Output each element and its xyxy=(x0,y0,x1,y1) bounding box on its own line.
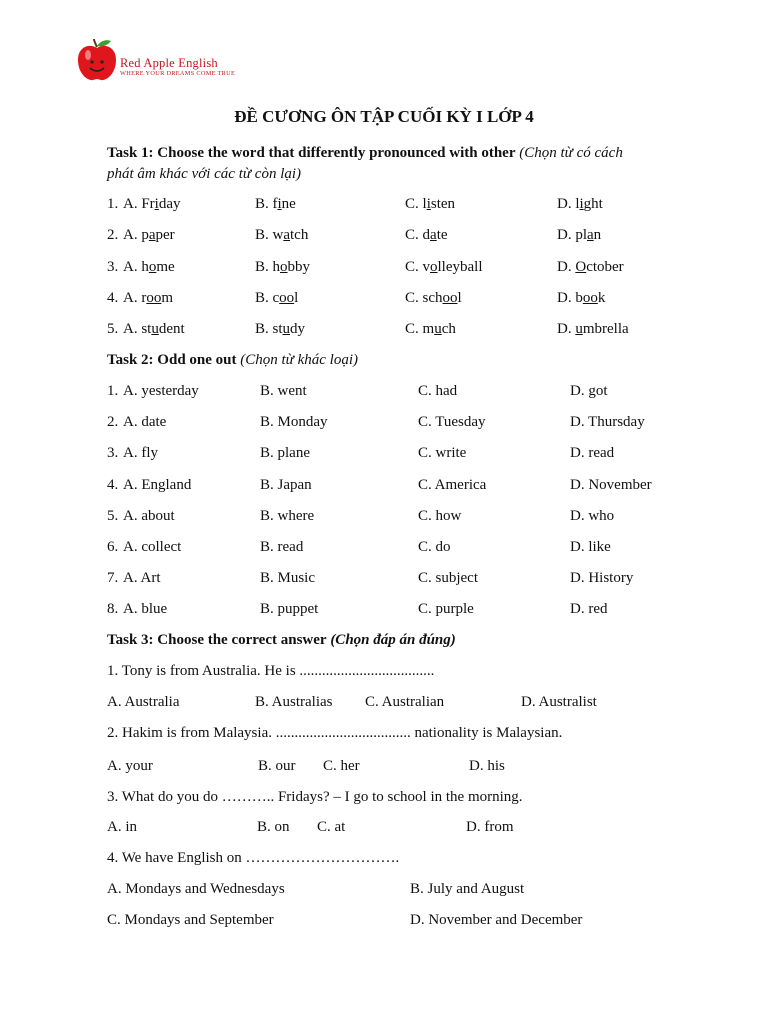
underlined-sound: O xyxy=(575,259,587,275)
question-number: 5. xyxy=(107,321,119,337)
option-a: A. Art xyxy=(123,570,161,586)
option-a: A. student xyxy=(123,321,185,337)
option-c: C. at xyxy=(317,819,346,835)
underlined-sound: oo xyxy=(146,290,162,306)
task3-heading: Task 3: Choose the correct answer xyxy=(107,632,327,648)
task3-note: (Chọn đáp án đúng) xyxy=(330,632,456,648)
option-b: B. puppet xyxy=(260,601,319,617)
option-d: D. plan xyxy=(557,227,602,243)
question-text: 4. We have English on …………………………. xyxy=(107,850,400,866)
brand-slogan: WHERE YOUR DREAMS COME TRUE xyxy=(120,70,236,77)
question-number: 8. xyxy=(107,601,119,617)
underlined-sound: o xyxy=(280,259,288,275)
option-b: B. Japan xyxy=(260,477,312,493)
option-b: B. cool xyxy=(255,290,299,306)
question-number: 1. xyxy=(107,196,119,212)
option-d: D. History xyxy=(570,570,634,586)
underlined-sound: i xyxy=(426,196,431,212)
underlined-sound: oo xyxy=(279,290,295,306)
option-d: D. November and December xyxy=(410,912,583,928)
question-number: 4. xyxy=(107,290,119,306)
option-c: C. date xyxy=(405,227,448,243)
option-d: D. got xyxy=(570,383,608,399)
underlined-sound: u xyxy=(151,321,159,337)
option-b: B. hobby xyxy=(255,259,311,275)
option-d: D. read xyxy=(570,445,615,461)
option-a: A. room xyxy=(123,290,173,306)
question-number: 7. xyxy=(107,570,119,586)
option-c: C. had xyxy=(418,383,458,399)
option-a: A. date xyxy=(123,414,167,430)
option-c: C. do xyxy=(418,539,451,555)
option-a: A. Friday xyxy=(123,196,181,212)
option-c: C. Tuesday xyxy=(418,414,486,430)
option-d: D. October xyxy=(557,259,624,275)
option-b: B. Australias xyxy=(255,694,333,710)
option-a: A. Australia xyxy=(107,694,180,710)
option-c: C. volleyball xyxy=(405,259,483,275)
option-a: A. England xyxy=(123,477,192,493)
underlined-sound: a xyxy=(430,227,437,243)
question-number: 4. xyxy=(107,477,119,493)
task1-note-line2: phát âm khác với các từ còn lại) xyxy=(107,166,302,182)
option-d: D. Thursday xyxy=(570,414,645,430)
option-b: B. went xyxy=(260,383,307,399)
option-d: D. red xyxy=(570,601,608,617)
underlined-sound: a xyxy=(148,227,156,243)
task1-heading-line xyxy=(107,143,623,163)
question-number: 6. xyxy=(107,539,119,555)
underlined-sound: i xyxy=(277,196,282,212)
option-b: B. on xyxy=(257,819,290,835)
question-number: 2. xyxy=(107,227,119,243)
option-b: B. Music xyxy=(260,570,316,586)
task2-note: (Chọn từ khác loại) xyxy=(240,352,358,368)
option-a: A. paper xyxy=(123,227,175,243)
option-a: A. fly xyxy=(123,445,158,461)
option-b: B. plane xyxy=(260,445,310,461)
option-a: A. your xyxy=(107,758,153,774)
option-d: D. like xyxy=(570,539,611,555)
option-a: A. collect xyxy=(123,539,182,555)
question-number: 1. xyxy=(107,383,119,399)
question-text: 1. Tony is from Australia. He is .................................... xyxy=(107,663,435,679)
task1-note: (Chọn từ có cách xyxy=(519,145,623,161)
option-a: A. Mondays and Wednesdays xyxy=(107,881,285,897)
task2-heading-line xyxy=(107,350,358,370)
option-c: C. subject xyxy=(418,570,478,586)
question-number: 3. xyxy=(107,445,119,461)
underlined-sound: u xyxy=(575,321,583,337)
option-b: B. fine xyxy=(255,196,296,212)
option-d: D. light xyxy=(557,196,603,212)
underlined-sound: u xyxy=(282,321,291,337)
underlined-sound: oo xyxy=(442,290,458,306)
option-b: B. read xyxy=(260,539,304,555)
option-d: D. November xyxy=(570,477,652,493)
option-c: C. America xyxy=(418,477,487,493)
page-title: ĐỀ CƯƠNG ÔN TẬP CUỐI KỲ I LỚP 4 xyxy=(234,107,534,126)
option-d: D. his xyxy=(469,758,505,774)
underlined-sound: o xyxy=(148,259,157,275)
task1-heading: Task 1: Choose the word that differently pronounced with other xyxy=(107,145,516,161)
red-apple-logo-icon xyxy=(76,38,118,87)
option-b: B. study xyxy=(255,321,306,337)
option-b: B. our xyxy=(258,758,296,774)
option-a: A. in xyxy=(107,819,137,835)
option-c: C. listen xyxy=(405,196,456,212)
option-d: D. umbrella xyxy=(557,321,629,337)
option-d: D. from xyxy=(466,819,514,835)
brand-name: Red Apple English xyxy=(120,56,218,70)
option-c: C. her xyxy=(323,758,360,774)
option-d: D. Australist xyxy=(521,694,597,710)
underlined-sound: u xyxy=(434,321,442,337)
option-c: C. how xyxy=(418,508,462,524)
option-c: C. school xyxy=(405,290,462,306)
option-d: D. who xyxy=(570,508,615,524)
option-a: A. blue xyxy=(123,601,168,617)
option-c: C. Australian xyxy=(365,694,445,710)
option-c: C. much xyxy=(405,321,456,337)
option-b: B. Monday xyxy=(260,414,328,430)
option-a: A. about xyxy=(123,508,175,524)
question-text: 3. What do you do ……….. Fridays? – I go to school in the morning. xyxy=(107,789,523,805)
underlined-sound: a xyxy=(587,227,594,243)
question-number: 5. xyxy=(107,508,119,524)
task3-heading-line xyxy=(107,630,456,650)
option-b: B. July and August xyxy=(410,881,525,897)
task2-heading: Task 2: Odd one out xyxy=(107,352,237,368)
option-c: C. purple xyxy=(418,601,474,617)
underlined-sound: oo xyxy=(582,290,598,306)
option-b: B. where xyxy=(260,508,315,524)
underlined-sound: i xyxy=(154,196,159,212)
option-c: C. write xyxy=(418,445,467,461)
question-text: 2. Hakim is from Malaysia. .................................... nationality is Malaysian. xyxy=(107,725,563,741)
option-d: D. book xyxy=(557,290,606,306)
underlined-sound: i xyxy=(579,196,584,212)
question-number: 3. xyxy=(107,259,119,275)
question-number: 2. xyxy=(107,414,119,430)
option-a: A. yesterday xyxy=(123,383,199,399)
option-c: C. Mondays and September xyxy=(107,912,274,928)
underlined-sound: o xyxy=(430,259,438,275)
brand-block xyxy=(120,56,235,77)
option-a: A. home xyxy=(123,259,175,275)
underlined-sound: a xyxy=(283,227,291,243)
option-b: B. watch xyxy=(255,227,309,243)
